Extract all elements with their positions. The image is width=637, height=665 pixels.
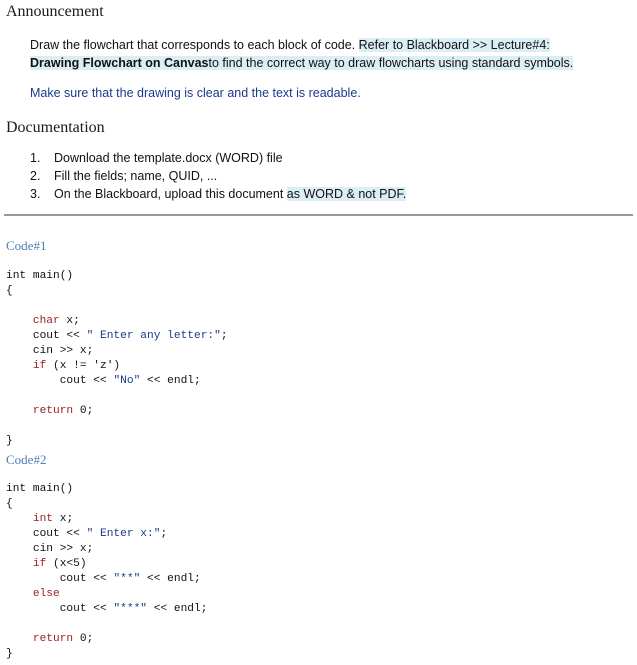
announcement-line-1 (30, 35, 550, 55)
list-text: Fill the fields; name, QUID, ... (54, 169, 218, 183)
list-item (30, 167, 406, 185)
readability-note: Make sure that the drawing is clear and the text is readable. (30, 86, 361, 100)
code1-block (6, 269, 228, 449)
announcement-line-2 (30, 53, 573, 73)
list-item (30, 149, 406, 167)
code2-title: Code#2 (6, 452, 47, 467)
documentation-heading: Documentation (6, 119, 105, 136)
code-line: cout << "***" << endl; (59, 603, 208, 615)
announcement-heading: Announcement (6, 3, 104, 20)
code-line: cout << " Enter x:"; (32, 528, 168, 540)
code-line: return 0; (32, 405, 94, 417)
lecture-description: to find the correct way to draw flowcharts using standard symbols. (208, 56, 574, 70)
code-line: cin >> x; (32, 543, 94, 555)
format-highlight: as WORD & not PDF. (286, 187, 407, 201)
list-text: Download the template.docx (WORD) file (54, 151, 283, 165)
list-number: 2. (30, 169, 41, 183)
code-line: int x; (32, 513, 74, 525)
section-divider (4, 214, 633, 216)
lecture-title: Drawing Flowchart on Canvas (30, 56, 209, 70)
code-line: if (x<5) (32, 558, 87, 570)
code1-title: Code#1 (6, 238, 47, 253)
code-line: return 0; (32, 633, 94, 645)
code-line: if (x != 'z') (32, 360, 121, 372)
list-number: 1. (30, 151, 41, 165)
list-number: 3. (30, 187, 41, 201)
code-line: int main() (6, 483, 74, 495)
documentation-list (30, 149, 406, 203)
blackboard-reference: Refer to Blackboard >> Lecture#4: (358, 38, 550, 52)
code-line: } (6, 435, 13, 447)
announcement-instruction: Draw the flowchart that corresponds to each block of code. (30, 38, 356, 52)
code-line: { (6, 285, 13, 297)
code-line: else (32, 588, 60, 600)
code-line: cout << "**" << endl; (59, 573, 201, 585)
code-line: char x; (32, 315, 80, 327)
list-item (30, 185, 406, 203)
code-line: } (6, 648, 13, 660)
code-line: cin >> x; (32, 345, 94, 357)
code-line: int main() (6, 270, 74, 282)
list-text: On the Blackboard, upload this document (54, 187, 284, 201)
code-line: cout << "No" << endl; (59, 375, 201, 387)
code-line: cout << " Enter any letter:"; (32, 330, 228, 342)
code-line: { (6, 498, 13, 510)
code2-block (6, 482, 207, 662)
